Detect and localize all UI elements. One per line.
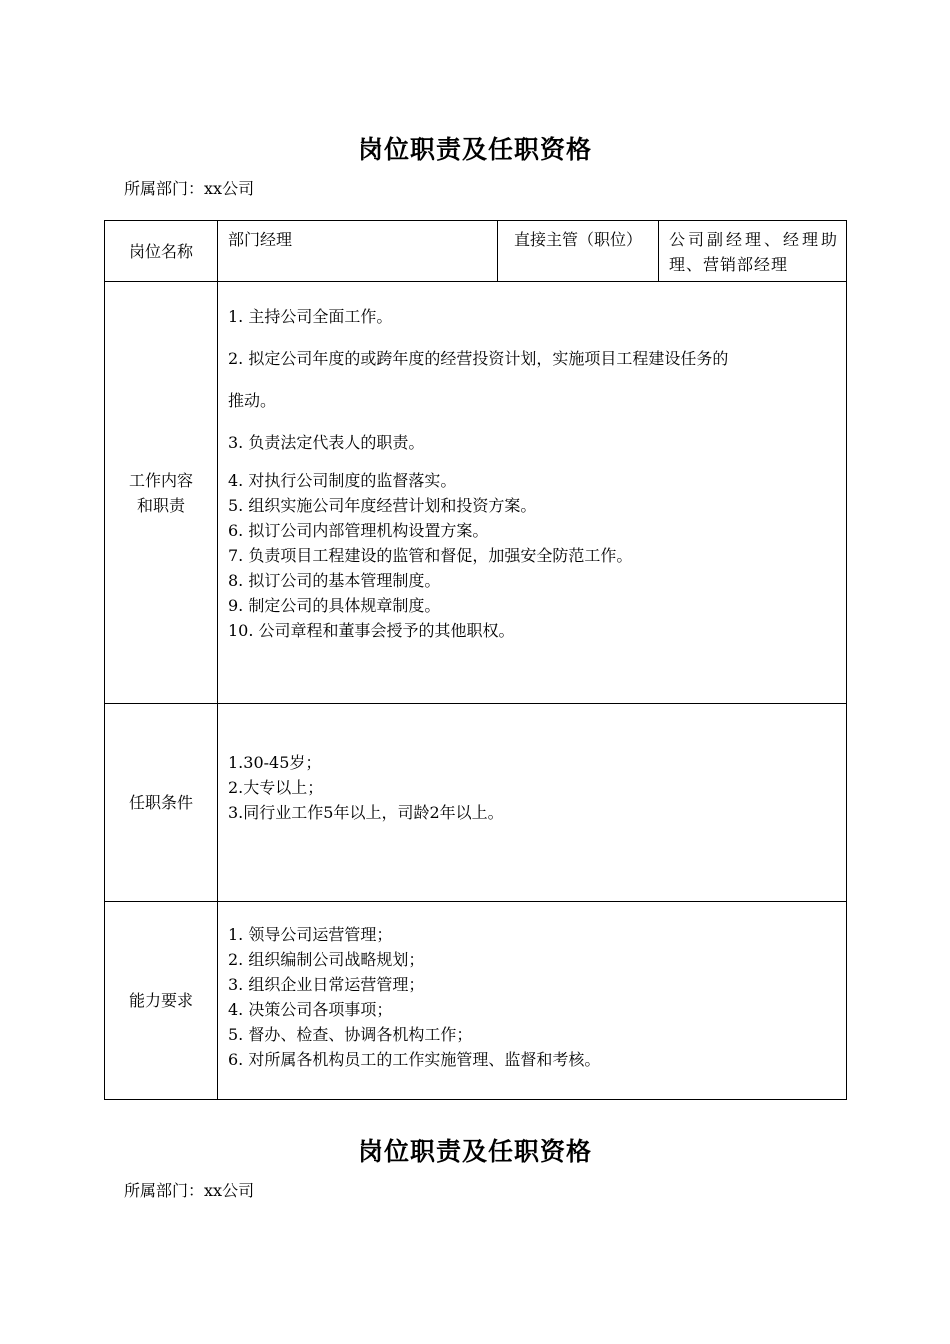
- ability-item: 3. 组织企业日常运营管理；: [228, 975, 425, 994]
- duty-item: 8. 拟订公司的基本管理制度。: [228, 571, 441, 590]
- qualification-item: 2.大专以上；: [228, 778, 324, 797]
- duty-item: 2. 拟定公司年度的或跨年度的经营投资计划，实施项目工程建设任务的: [228, 349, 729, 368]
- department-label: 所属部门：: [124, 179, 205, 198]
- ability-item: 2. 组织编制公司战略规划；: [228, 950, 425, 969]
- department-line: [124, 176, 254, 199]
- document-title: 岗位职责及任职资格: [357, 135, 592, 164]
- duty-item: 5. 组织实施公司年度经营计划和投资方案。: [228, 496, 537, 515]
- ability-item: 4. 决策公司各项事项；: [228, 1000, 393, 1019]
- supervisor-label-cell: [498, 221, 659, 282]
- document-title: 岗位职责及任职资格: [357, 1137, 592, 1166]
- position-value: 部门经理: [228, 230, 293, 249]
- qualification-item: 1.30-45岁；: [228, 753, 322, 772]
- abilities-cell: [218, 902, 847, 1100]
- abilities-row: [105, 902, 847, 1100]
- duty-item: 7. 负责项目工程建设的监管和督促，加强安全防范工作。: [228, 546, 633, 565]
- job-table: [104, 220, 847, 1100]
- position-label: 岗位名称: [105, 221, 218, 282]
- supervisor-label: 直接主管（职位）: [513, 230, 642, 249]
- duty-item: 4. 对执行公司制度的监督落实。: [228, 471, 457, 490]
- duty-item: 6. 拟订公司内部管理机构设置方案。: [228, 521, 489, 540]
- department-line: [124, 1178, 254, 1201]
- supervisor-value: 公司副经理、经理助理、营销部经理: [669, 230, 838, 274]
- ability-item: 1. 领导公司运营管理；: [228, 925, 393, 944]
- qualifications-cell: [218, 704, 847, 902]
- ability-item: 5. 督办、检查、协调各机构工作；: [228, 1025, 473, 1044]
- duties-cell: [218, 282, 847, 704]
- abilities-label: 能力要求: [105, 902, 218, 1100]
- duties-label: 工作内容和职责: [105, 282, 218, 704]
- department-value: xx公司: [204, 1181, 255, 1200]
- qualifications-label: 任职条件: [105, 704, 218, 902]
- ability-item: 6. 对所属各机构员工的工作实施管理、监督和考核。: [228, 1050, 601, 1069]
- qualifications-list: [218, 704, 846, 825]
- duty-item: 3. 负责法定代表人的职责。: [228, 433, 425, 452]
- department-label: 所属部门：: [124, 1181, 205, 1200]
- qualification-item: 3.同行业工作5年以上，司龄2年以上。: [228, 803, 504, 822]
- abilities-list: [218, 902, 846, 1072]
- duty-item: 10. 公司章程和董事会授予的其他职权。: [228, 621, 515, 640]
- qualifications-row: [105, 704, 847, 902]
- duty-item: 推动。: [228, 391, 277, 410]
- duties-row: [105, 282, 847, 704]
- duty-item: 9. 制定公司的具体规章制度。: [228, 596, 441, 615]
- supervisor-value-cell: [659, 221, 847, 282]
- position-row: [105, 221, 847, 282]
- position-value-cell: [218, 221, 498, 282]
- department-value: xx公司: [204, 179, 255, 198]
- duty-item: 1. 主持公司全面工作。: [228, 307, 393, 326]
- duties-list: [218, 282, 846, 643]
